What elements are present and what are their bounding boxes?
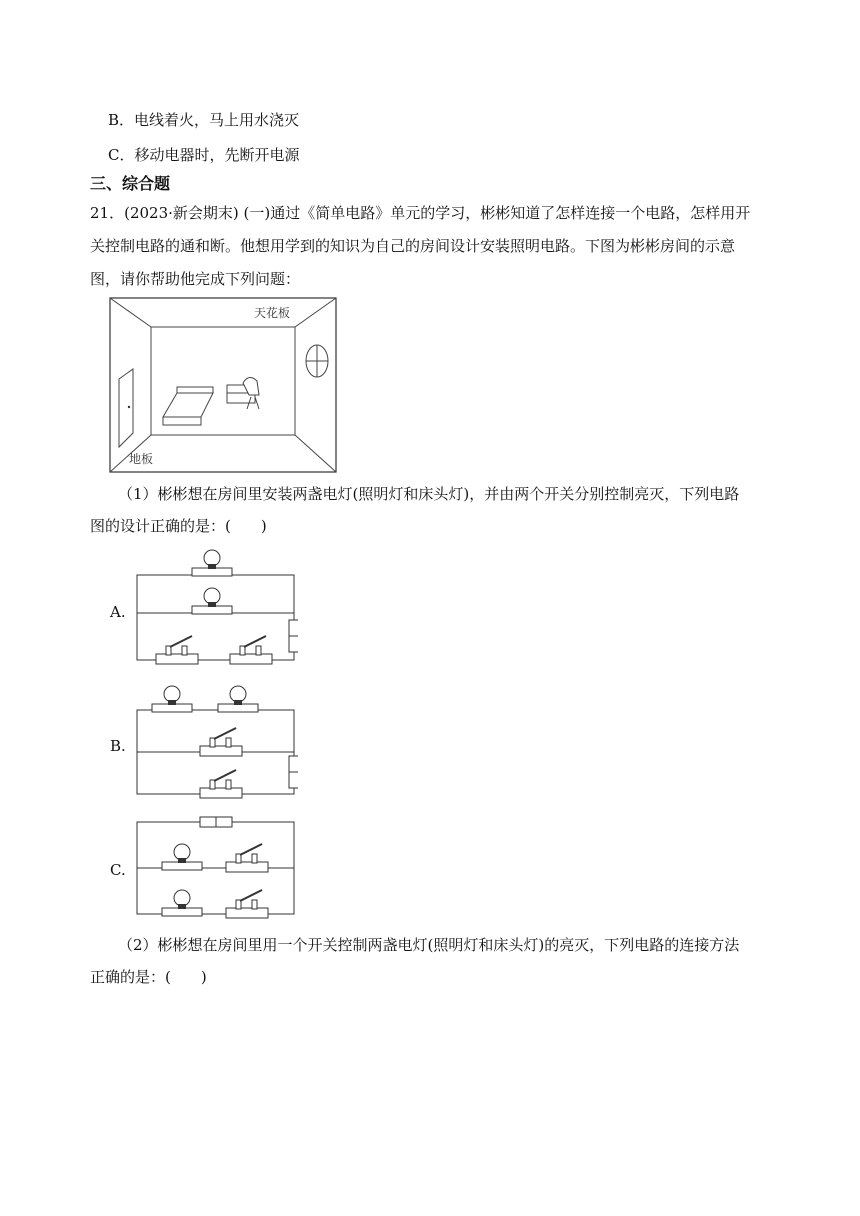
question-21-line-3: 图，请你帮助他完成下列问题： bbox=[90, 270, 301, 288]
bulb-icon bbox=[162, 890, 202, 916]
switch-icon bbox=[200, 770, 242, 798]
option-a-label: A. bbox=[110, 603, 126, 621]
battery-icon bbox=[289, 756, 298, 788]
sub-question-2-line-2: 正确的是：( ) bbox=[90, 968, 207, 986]
switch-icon bbox=[230, 636, 272, 664]
section-title: 三、综合题 bbox=[90, 174, 171, 193]
question-21-line-2: 关控制电路的通和断。他想用学到的知识为自己的房间设计安装照明电路。下图为彬彬房间的示意 bbox=[90, 237, 736, 255]
bulb-icon bbox=[152, 686, 192, 712]
bulb-icon bbox=[192, 550, 232, 576]
bulb-icon bbox=[162, 844, 202, 870]
window-icon bbox=[306, 345, 328, 377]
battery-icon bbox=[289, 620, 298, 652]
switch-icon bbox=[200, 728, 242, 756]
option-c-text: C．移动电器时，先断开电源 bbox=[108, 146, 300, 164]
option-b-text: B．电线着火，马上用水浇灭 bbox=[108, 111, 300, 129]
sub-question-1-line-1: （1）彬彬想在房间里安装两盏电灯(照明灯和床头灯)，并由两个开关分别控制亮灭，下列电路 bbox=[118, 485, 740, 503]
circuit-option-b bbox=[134, 682, 298, 800]
option-b-label: B. bbox=[110, 737, 126, 755]
option-c-label: C. bbox=[110, 861, 126, 879]
door-icon bbox=[119, 369, 133, 447]
switch-icon bbox=[226, 844, 268, 872]
switch-icon bbox=[156, 636, 198, 664]
sub-question-1-line-2: 图的设计正确的是：( ) bbox=[90, 517, 267, 535]
room-diagram bbox=[109, 297, 337, 473]
floor-label: 地板 bbox=[129, 452, 154, 466]
bulb-icon bbox=[218, 686, 258, 712]
question-21-line-1: 21．(2023·新会期末) (一)通过《简单电路》单元的学习，彬彬知道了怎样连接一个电路，怎样用开 bbox=[90, 204, 751, 222]
switch-icon bbox=[226, 890, 268, 918]
circuit-option-c bbox=[134, 810, 298, 920]
bulb-icon bbox=[192, 588, 232, 614]
circuit-option-a bbox=[134, 548, 298, 674]
battery-icon bbox=[200, 817, 232, 827]
sub-question-2-line-1: （2）彬彬想在房间里用一个开关控制两盏电灯(照明灯和床头灯)的亮灭，下列电路的连接方法 bbox=[118, 936, 740, 954]
ceiling-label: 天花板 bbox=[254, 306, 291, 320]
